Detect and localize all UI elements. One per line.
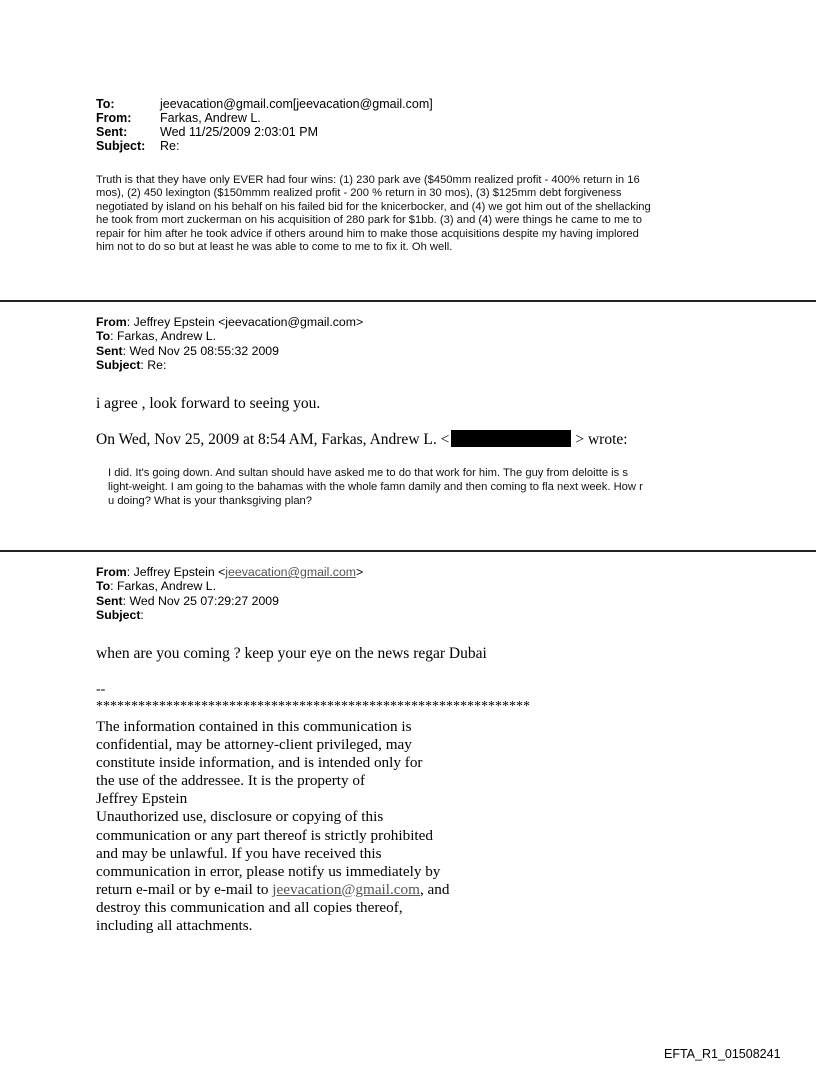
disclaimer-return-prefix: return e-mail or by e-mail to (96, 880, 273, 898)
signature-stars: ************************************************************** (96, 699, 530, 714)
email1-body-line: negotiated by island on his behalf on his failed bid for the knicerbocker, and (4) we got him out of the shellacking (96, 200, 651, 213)
separator-line (0, 300, 816, 302)
email3-sent-row (96, 594, 363, 608)
signature-dash: -- (96, 682, 106, 697)
disclaimer-line: communication in error, please notify us immediately by (96, 862, 441, 880)
email1-to-value: jeevacation@gmail.com[jeevacation@gmail.com] (160, 97, 433, 111)
quote-line: u doing? What is your thanksgiving plan? (108, 495, 312, 507)
email3-sent-label: Sent (96, 593, 123, 608)
email2-header (96, 315, 363, 373)
email2-subject-label: Subject (96, 358, 141, 373)
email2-subject-value: : Re: (140, 358, 167, 373)
email1-sent-value: Wed 11/25/2009 2:03:01 PM (160, 125, 318, 139)
disclaimer-line: communication or any part thereof is strictly prohibited (96, 826, 433, 844)
email1-body (96, 174, 736, 254)
email3-to-value: : Farkas, Andrew L. (110, 579, 217, 594)
email1-subject-row (96, 139, 433, 153)
email2-attribution (96, 430, 628, 449)
email2-message: i agree , look forward to seeing you. (96, 395, 321, 412)
email3-from-suffix: > (356, 565, 364, 579)
disclaimer-line: including all attachments. (96, 917, 253, 935)
email3-subject-value: : (140, 608, 144, 623)
email2-from-value: : Jeffrey Epstein <jeevacation@gmail.com> (126, 315, 364, 329)
email3-from-row (96, 565, 363, 579)
email1-from-row (96, 111, 433, 125)
email1-subject-label: Subject: (96, 139, 146, 153)
email3-to-row (96, 579, 363, 593)
email3-subject-row (96, 608, 363, 622)
email3-message: when are you coming ? keep your eye on the news regar Dubai (96, 645, 487, 662)
quote-line: I did. It's going down. And sultan should have asked me to do that work for him. The guy from deloitte is s (108, 467, 628, 479)
disclaimer-line: destroy this communication and all copies thereof, (96, 898, 403, 916)
email1-sent-label: Sent: (96, 125, 128, 139)
email3-subject-label: Subject (96, 608, 141, 623)
separator-line (0, 550, 816, 552)
email1-to-row (96, 97, 433, 111)
email1-body-line: repair for him after he took advice if others around him to make those acquisitions despite my having implored (96, 227, 639, 240)
quote-line: light-weight. I am going to the bahamas with the whole famn damily and then coming to fla next week. How r (108, 481, 643, 493)
email2-subject-row (96, 358, 363, 372)
email2-quoted-text (108, 466, 718, 508)
email3-from-email-link[interactable]: jeevacation@gmail.com (225, 565, 357, 579)
disclaimer-line (96, 881, 449, 899)
email2-to-label: To (96, 329, 111, 344)
email3-from-prefix: : Jeffrey Epstein < (126, 565, 226, 579)
email1-subject-value: Re: (160, 139, 180, 153)
disclaimer-line: and may be unlawful. If you have received this (96, 844, 382, 862)
email2-attribution-text: On Wed, Nov 25, 2009 at 8:54 AM, Farkas, Andrew L. < (96, 431, 450, 448)
email3-sent-value: : Wed Nov 25 07:29:27 2009 (122, 593, 279, 608)
email2-to-row (96, 329, 363, 343)
redaction-block (451, 430, 571, 447)
disclaimer-line: confidential, may be attorney-client privileged, may (96, 736, 412, 754)
email1-header (96, 97, 433, 153)
document-id: EFTA_R1_01508241 (664, 1047, 781, 1061)
email2-sent-value: : Wed Nov 25 08:55:32 2009 (122, 343, 279, 358)
email2-from-label: From (96, 315, 127, 329)
email1-sent-row (96, 125, 433, 139)
disclaimer-line: The information contained in this communication is (96, 718, 412, 735)
disclaimer-line: the use of the addressee. It is the property of (96, 772, 366, 790)
disclaimer-email-link[interactable]: jeevacation@gmail.com (272, 880, 420, 898)
disclaimer-line: constitute inside information, and is intended only for (96, 754, 423, 772)
email2-sent-label: Sent (96, 343, 123, 358)
email2-attribution-suffix: > wrote: (575, 431, 628, 448)
email1-body-line: he took from mort zuckerman on his acquisition of 280 park for $1bb. (3) and (4) were things he came to me to (96, 214, 642, 227)
email1-to-label: To: (96, 97, 115, 111)
email1-from-label: From: (96, 111, 132, 125)
email1-body-line: mos), (2) 450 lexington ($150mmm realized profit - 200 % return in 30 mos), (3) $125mm debt forgiveness (96, 187, 622, 200)
disclaimer-return-suffix: , and (419, 880, 450, 898)
email2-sent-row (96, 344, 363, 358)
email1-from-value: Farkas, Andrew L. (160, 111, 261, 125)
email2-to-value: : Farkas, Andrew L. (110, 329, 217, 344)
disclaimer-line: Jeffrey Epstein (96, 790, 188, 808)
email2-from-row (96, 315, 363, 329)
email3-header (96, 565, 363, 623)
disclaimer (96, 718, 449, 935)
email1-body-line: Truth is that they have only EVER had four wins: (1) 230 park ave ($450mm realized profit - 400% return in 16 (96, 174, 640, 186)
disclaimer-line: Unauthorized use, disclosure or copying of this (96, 808, 384, 826)
email3-to-label: To (96, 579, 111, 594)
email1-body-line: him not to do so but at least he was able to come to me to fix it. Oh well. (96, 241, 453, 254)
email3-from-label: From (96, 565, 127, 579)
